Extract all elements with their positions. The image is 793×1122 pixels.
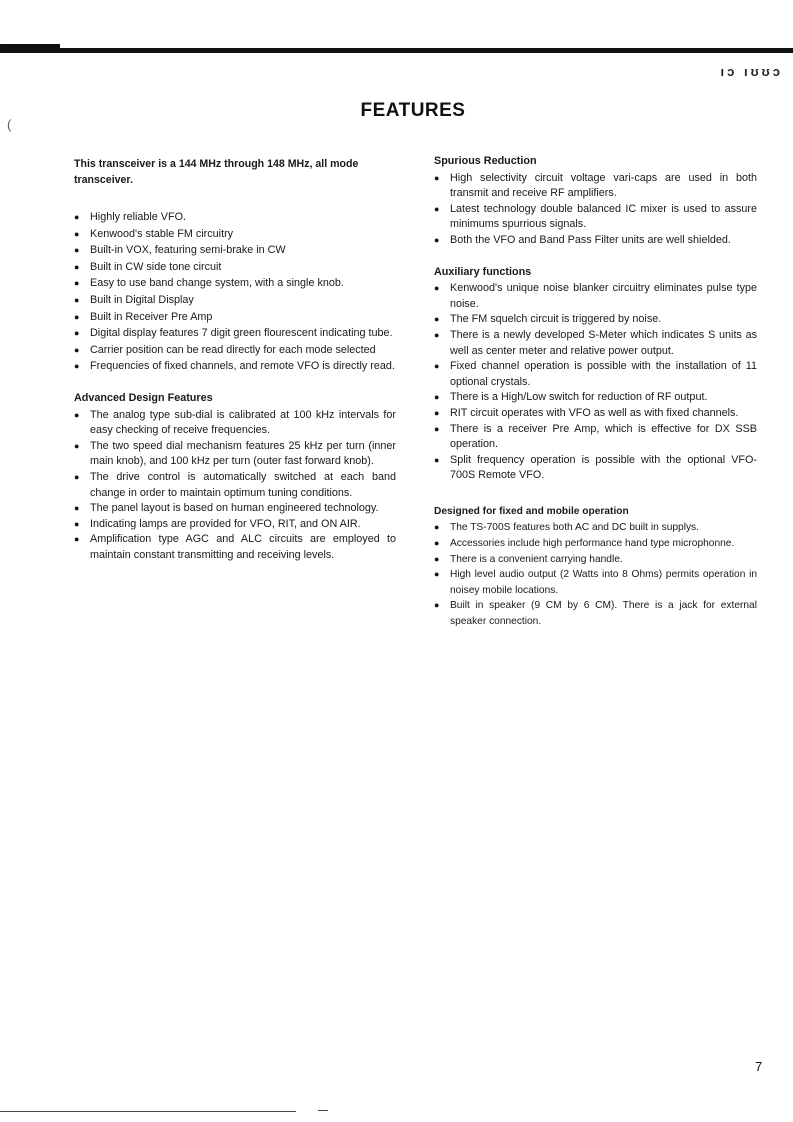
section-heading-mobile: Designed for fixed and mobile operation xyxy=(434,505,629,517)
list-item: ● Highly reliable VFO. xyxy=(74,210,396,226)
list-item: ● Indicating lamps are provided for VFO, RIT, and ON AIR. xyxy=(74,517,396,533)
list-item: ● There is a convenient carrying handle. xyxy=(434,552,757,568)
intro-statement: This transceiver is a 144 MHz through 148 MHz, all mode transceiver. xyxy=(74,158,359,186)
list-item: ● The analog type sub-dial is calibrated at 100 kHz intervals for easy checking of receive frequencies. xyxy=(74,408,396,439)
left-column xyxy=(74,156,396,563)
list-item: ● Built in Digital Display xyxy=(74,293,396,309)
list-item: ● Kenwood's stable FM circuitry xyxy=(74,227,396,243)
list-item: ● RIT circuit operates with VFO as well as with fixed channels. xyxy=(434,406,757,422)
list-item: ● Fixed channel operation is possible with the installation of 11 optional crystals. xyxy=(434,359,757,390)
list-item: ● The drive control is automatically switched at each band change in order to maintain optimum tuning conditions. xyxy=(74,470,396,501)
list-item: ● Both the VFO and Band Pass Filter units are well shielded. xyxy=(434,233,757,249)
list-item: ● Accessories include high performance hand type microphonne. xyxy=(434,536,757,552)
mobile-list xyxy=(434,520,757,629)
list-item: ● Amplification type AGC and ALC circuits are employed to maintain constant transmitting and receiving levels. xyxy=(74,532,396,563)
list-item: ● Built in CW side tone circuit xyxy=(74,260,396,276)
advanced-list xyxy=(74,408,396,564)
footer-dash xyxy=(318,1110,328,1111)
margin-mark: ( xyxy=(7,117,12,132)
list-item: ● Easy to use band change system, with a single knob. xyxy=(74,276,396,292)
list-item: ● Built-in VOX, featuring semi-brake in CW xyxy=(74,243,396,259)
footer-rule xyxy=(0,1111,296,1112)
list-item: ● Carrier position can be read directly for each mode selected xyxy=(74,343,396,359)
right-column xyxy=(434,154,757,630)
section-heading-auxiliary: Auxiliary functions xyxy=(434,265,532,278)
list-item: ● The TS-700S features both AC and DC built in supplys. xyxy=(434,520,757,536)
list-item: ● The two speed dial mechanism features 25 kHz per turn (inner main knob), and 100 kHz per turn (outer fast forward knob). xyxy=(74,439,396,470)
list-item: ● Latest technology double balanced IC mixer is used to assure minimums spurrious signals. xyxy=(434,202,757,233)
list-item: ● Built in Receiver Pre Amp xyxy=(74,310,396,326)
list-item: ● There is a High/Low switch for reduction of RF output. xyxy=(434,390,757,406)
page-title: FEATURES xyxy=(360,100,466,121)
list-item: ● Digital display features 7 digit green flourescent indicating tube. xyxy=(74,326,396,342)
header-rule xyxy=(0,48,793,53)
spurious-list xyxy=(434,171,757,249)
list-item: ● There is a newly developed S-Meter which indicates S units as well as center meter and relative power output. xyxy=(434,328,757,359)
list-item: ● High level audio output (2 Watts into 8 Ohms) permits operation in noisey mobile locations. xyxy=(434,567,757,598)
list-item: ● Built in speaker (9 CM by 6 CM). There is a jack for external speaker connection. xyxy=(434,598,757,629)
list-item: ● The panel layout is based on human engineered technology. xyxy=(74,501,396,517)
list-item: ● Split frequency operation is possible with the optional VFO-700S Remote VFO. xyxy=(434,453,757,484)
list-item: ● There is a receiver Pre Amp, which is effective for DX SSB operation. xyxy=(434,422,757,453)
feature-list xyxy=(74,210,396,375)
list-item: ● The FM squelch circuit is triggered by noise. xyxy=(434,312,757,328)
auxiliary-list xyxy=(434,281,757,484)
section-heading-spurious: Spurious Reduction xyxy=(434,155,537,167)
list-item: ● Frequencies of fixed channels, and remote VFO is directly read. xyxy=(74,359,396,375)
section-heading-advanced: Advanced Design Features xyxy=(74,391,213,404)
model-number-fragment: ıɔ ıʊʊɔ xyxy=(720,64,783,79)
page-number: 7 xyxy=(755,1059,763,1074)
list-item: ● Kenwood's unique noise blanker circuitry eliminates pulse type noise. xyxy=(434,281,757,312)
list-item: ● High selectivity circuit voltage vari-caps are used in both transmit and receive RF amplifiers. xyxy=(434,171,757,202)
